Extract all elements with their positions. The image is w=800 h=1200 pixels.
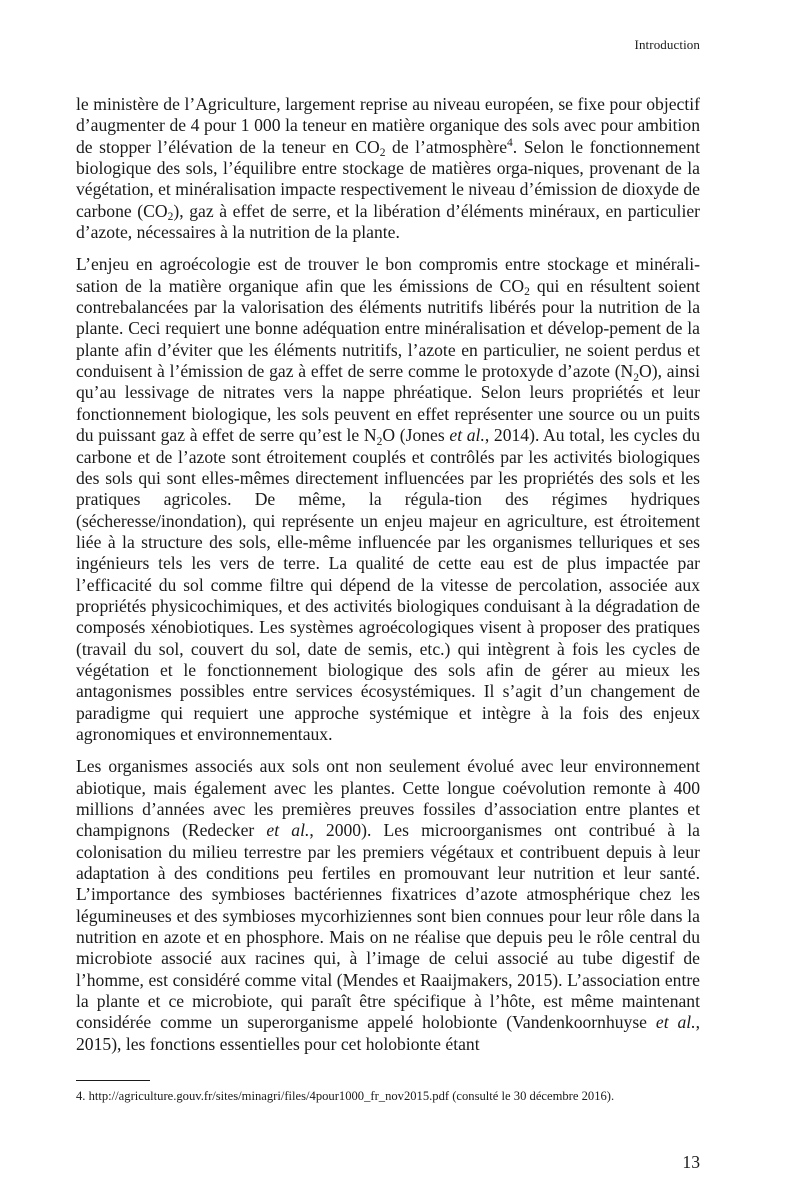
- paragraph-2: [76, 254, 700, 745]
- footnote-divider: [76, 1080, 150, 1081]
- citation-italic: et al.: [266, 820, 310, 841]
- text-run: de l’atmosphère: [385, 136, 508, 157]
- text-run: . Selon le fonctionnement biologique des sols, l’équilibre entre stockage de matières orga-niques, provenant de la végétation, et minéralisation impacte respectivement le niveau d’émission de dioxyde de carbone (CO: [76, 136, 700, 221]
- running-header: Introduction: [634, 37, 700, 52]
- text-run: , 2000). Les microorganismes ont contribué à la colonisation du milieu terrestre par les premiers végétaux et contribuent depuis à leur adaptation à des conditions peu fertiles en promouvant leur nutrition et leur santé. L’importance des symbioses bactériennes fixatrices d’azote atmosphérique chez les légumineuses et des symbioses mycorhiziennes sont bien connues pour leur rôle dans la nutrition en azote et en phosphore. Mais on ne réalise que depuis peu le rôle central du microbiote associé aux racines qui, à l’image de celui associé au tube digestif de l’homme, est considéré comme vital (Mendes et Raaijmakers, 2015). L’association entre la plante et ce microbiote, qui paraît être spécifique à l’hôte, est même maintenant considérée comme un superorganisme appelé holobionte (Vandenkoornhuyse: [76, 820, 700, 1033]
- text-run: le ministère de l’Agriculture, largement reprise au niveau européen, se fixe pour objectif d’augmenter de 4 pour 1 000 la teneur en matière organique des sols avec pour ambition de stopper l’élévation de la teneur en CO: [76, 94, 700, 157]
- text-run: qui en résultent soient contrebalancées par la valorisation des éléments nutritifs libérés pour la nutrition de la plante. Ceci requiert une bonne adéquation entre minéralisation et dévelop-pement de la plante afin d’éviter que les éléments nutritifs, l’azote en particulier, ne soient perdus et conduisent à l’émission de gaz à effet de serre comme le protoxyde d’azote (N: [76, 275, 700, 382]
- text-run: L’enjeu en agroécologie est de trouver le bon compromis entre stockage et minérali-sation de la matière organique afin que les émissions de CO: [76, 254, 700, 296]
- page-number: 13: [682, 1152, 700, 1172]
- text-run: ), gaz à effet de serre, et la libération d’éléments minéraux, en particulier d’azote, nécessaires à la nutrition de la plante.: [76, 200, 701, 243]
- text-run: O (Jones: [382, 425, 450, 446]
- subscript: 2: [376, 435, 383, 448]
- subscript: 2: [379, 147, 386, 160]
- citation-italic: et al.: [449, 425, 485, 446]
- text-run: , 2015), les fonctions essentielles pour cet holobionte étant: [76, 1012, 700, 1054]
- subscript: 2: [633, 371, 640, 384]
- footnote-ref: 4: [507, 137, 513, 150]
- text-run: , 2014). Au total, les cycles du carbone et de l’azote sont étroitement couplés et contrôlés par les activités biologiques des sols qui sont elles-mêmes directement influencées par les propriétés des sols et les pratiques agricoles. De même, la régula-tion des régimes hydriques (sécheresse/inondation), qui représente un enjeu majeur en agriculture, est étroitement liée à la structure des sols, elle-même influencée par les organismes telluriques et ses ingénieurs tels les vers de terre. La qualité de cette eau est de plus impactée par l’efficacité du sol comme filtre qui dépend de la vitesse de percolation, associée aux propriétés physicochimiques, et des activités biologiques conduisant à la dégradation de composés xénobiotiques. Les systèmes agroécologiques visent à proposer des pratiques (travail du sol, couvert du sol, date de semis, etc.) qui intègrent à fois les cycles de végétation et le fonctionnement biologique des sols afin de gérer au mieux les antagonismes possibles entre services écosystémiques. Il s’agit d’un changement de paradigme qui requiert une approche systémique et intègre à la fois des enjeux agronomiques et environnementaux.: [76, 425, 701, 744]
- body-text: [76, 94, 700, 1066]
- footnote: 4. http://agriculture.gouv.fr/sites/minagri/files/4pour1000_fr_nov2015.pdf (consulté le 30 décembre 2016).: [76, 1089, 615, 1103]
- citation-italic: et al.: [655, 1012, 696, 1033]
- subscript: 2: [524, 286, 530, 299]
- text-run: O), ainsi qu’au lessivage de nitrates vers la nappe phréatique. Selon leurs propriétés et leur fonctionnement biologique, les sols peuvent en effet représenter une source ou un puits du puissant gaz à effet de serre qu’est le N: [76, 361, 700, 446]
- text-run: Les organismes associés aux sols ont non seulement évolué avec leur environnement abiotique, mais également avec les plantes. Cette longue coévolution remonte à 400 millions d’années avec les premières preuves fossiles d’association entre plantes et champignons (Redecker: [76, 756, 700, 841]
- paragraph-3: [76, 756, 700, 1055]
- subscript: 2: [167, 211, 174, 224]
- paragraph-1: [76, 94, 700, 243]
